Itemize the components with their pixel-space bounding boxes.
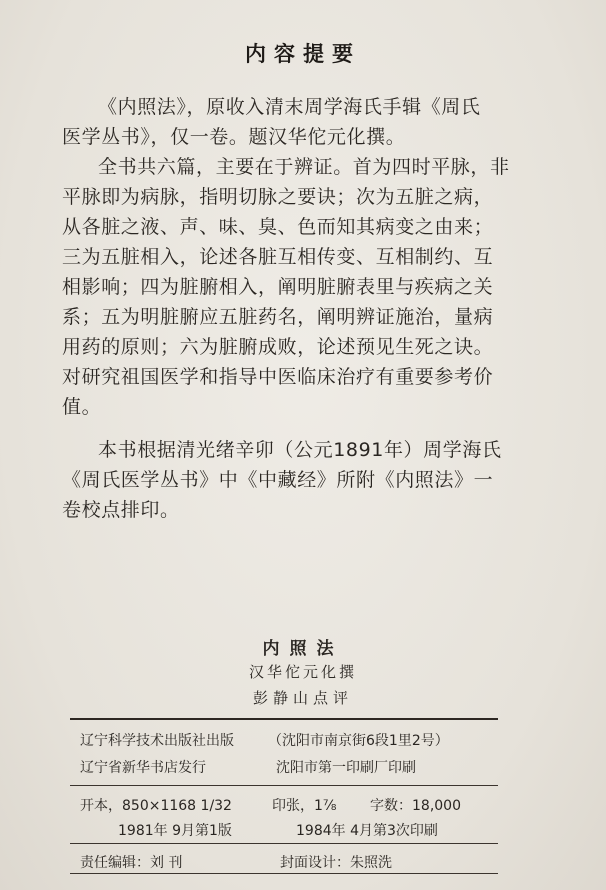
cover-designer: 封面设计：朱照洗 (280, 855, 392, 871)
colophon-editor: 彭静山点评 (252, 689, 353, 707)
summary-line: 从各脏之液、声、味、臭、色而知其病变之由来； (62, 216, 494, 238)
summary-line: 本书根据清光绪辛卯（公元1891年）周学海氏 (98, 439, 502, 461)
summary-line: 用药的原则；六为脏腑成败，论述预见生死之诀。 (62, 336, 494, 358)
summary-line: 平脉即为病脉，指明切脉之要诀；次为五脏之病， (62, 186, 494, 208)
summary-line: 全书共六篇，主要在于辨证。首为四时平脉，非 (98, 156, 510, 178)
book-format: 开本，850×1168 1/32 (80, 798, 232, 814)
credits-row (80, 852, 500, 874)
summary-paragraph-2 (62, 152, 538, 422)
distributor: 辽宁省新华书店发行 (80, 760, 206, 776)
printer: 沈阳市第一印刷厂印刷 (276, 760, 416, 776)
summary-line: 相影响；四为脏腑相入，阐明脏腑表里与疾病之关 (62, 276, 494, 298)
publisher: 辽宁科学技术出版社出版 (80, 733, 234, 749)
summary-line: 卷校点排印。 (62, 499, 180, 521)
printed-sheets: 印张，1⅞ (272, 798, 337, 814)
colophon-author: 汉华佗元化撰 (248, 663, 357, 681)
summary-line: 系；五为明脏腑应五脏药名，阐明辨证施治，量病 (62, 306, 494, 328)
summary-paragraph-1 (62, 92, 538, 152)
publisher-address: （沈阳市南京街6段1里2号） (268, 733, 449, 749)
summary-heading: 内容提要 (245, 41, 361, 66)
summary-line: 医学丛书》，仅一卷。题汉华佗元化撰。 (62, 126, 406, 148)
colophon-top-rule (70, 718, 498, 720)
printing-number: 1984年 4月第3次印刷 (296, 823, 438, 839)
summary-line: 《周氏医学丛书》中《中藏经》所附《内照法》一 (62, 469, 494, 491)
colophon-book-title: 内照法 (262, 639, 344, 659)
summary-line: 《内照法》，原收入清末周学海氏手辑《周氏 (98, 96, 481, 118)
summary-line: 三为五脏相入，论述各脏互相传变、互相制约、互 (62, 246, 494, 268)
publisher-row (80, 730, 500, 752)
colophon-bottom-rule (70, 873, 498, 874)
responsible-editor: 责任编辑：刘 刊 (80, 855, 183, 871)
colophon-divider (70, 843, 498, 844)
edition-row (80, 820, 500, 842)
summary-paragraph-3 (62, 435, 538, 525)
distribution-row (80, 757, 500, 779)
summary-line: 值。 (62, 396, 102, 418)
summary-line: 对研究祖国医学和指导中医临床治疗有重要参考价 (62, 366, 494, 388)
first-edition: 1981年 9月第1版 (118, 823, 232, 839)
specs-row (80, 795, 500, 817)
word-count: 字数：18,000 (370, 798, 461, 814)
colophon-divider (70, 785, 498, 786)
